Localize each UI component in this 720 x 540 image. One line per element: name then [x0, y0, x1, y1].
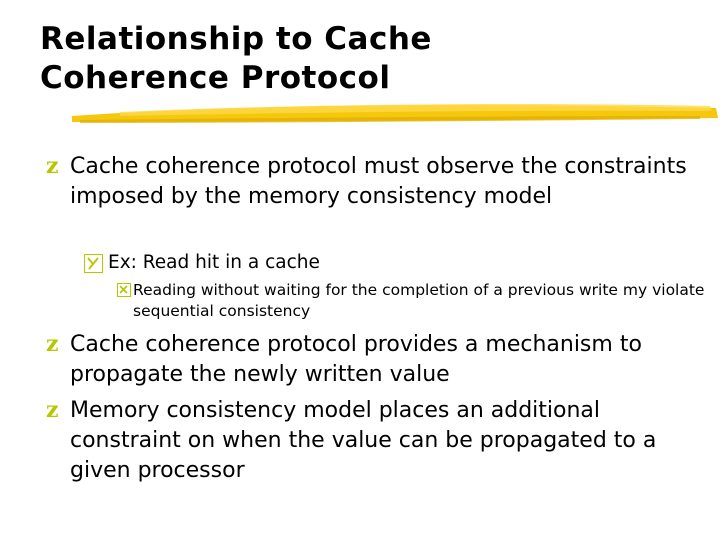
bullet-item-4 — [46, 330, 696, 390]
bullet-item-1 — [46, 152, 696, 212]
slide-title: Relationship to Cache Coherence Protocol — [40, 21, 432, 96]
bullet-text: Reading without waiting for the completion of a previous write my violate sequential consistency — [133, 281, 705, 320]
bullet-text: Cache coherence protocol provides a mechanism to propagate the newly written value — [70, 332, 642, 387]
bullet-text: Memory consistency model places an additional constraint on when the value can be propagated to a given processor — [70, 398, 657, 483]
bullet-text: Ex: Read hit in a cache — [108, 252, 320, 273]
z-bullet-icon: z — [46, 397, 59, 423]
z-bullet-icon: z — [46, 331, 59, 357]
bullet-item-2 — [84, 250, 694, 276]
z-bullet-icon: z — [46, 153, 59, 179]
bullet-item-5 — [46, 396, 696, 486]
y-box-bullet-icon — [84, 254, 103, 273]
x-box-bullet-icon — [117, 283, 131, 297]
bullet-text: Cache coherence protocol must observe the constraints imposed by the memory consistency model — [70, 154, 687, 209]
bullet-item-3 — [117, 280, 707, 322]
